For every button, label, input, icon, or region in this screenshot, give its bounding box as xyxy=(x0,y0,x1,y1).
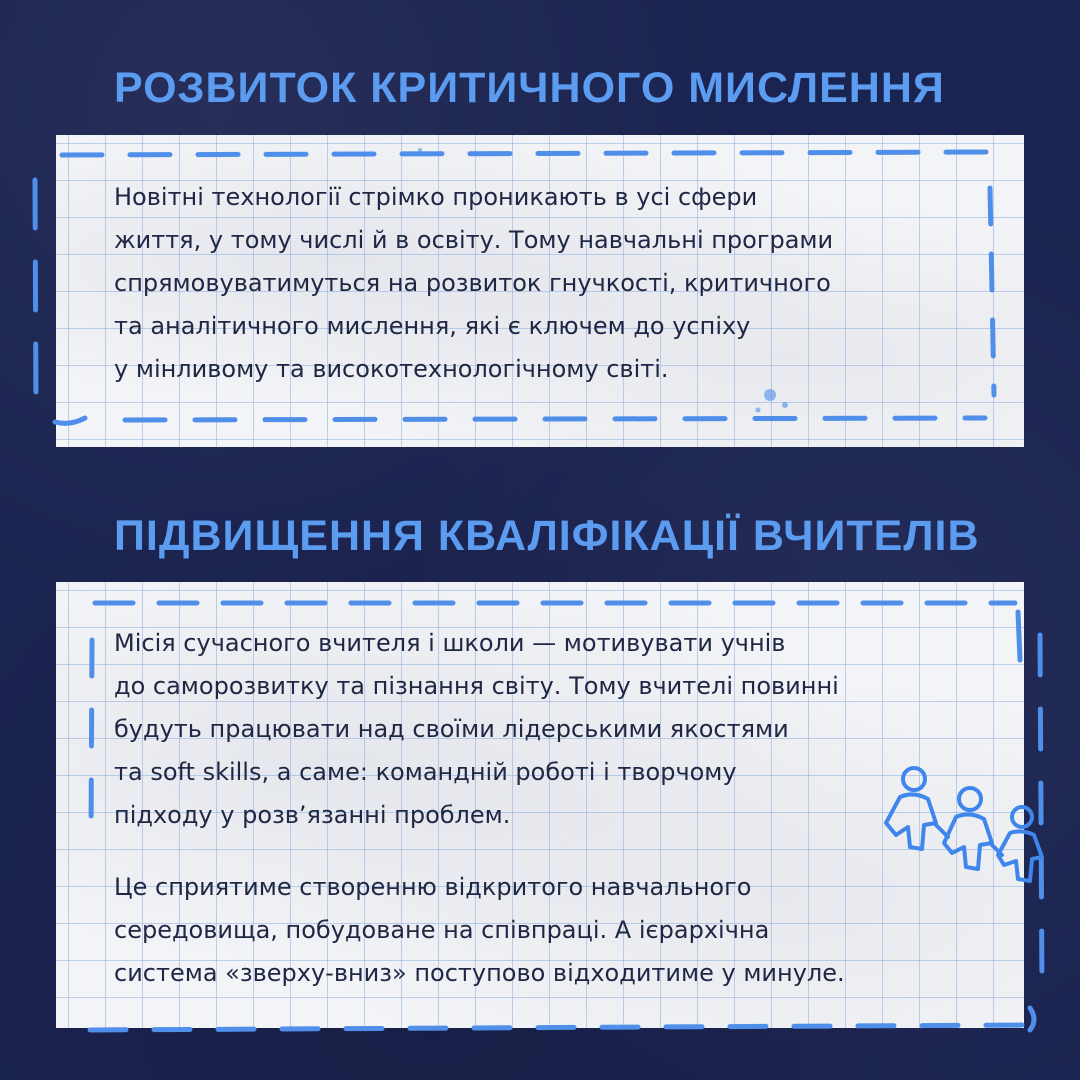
people-holding-hands-icon xyxy=(872,765,1052,885)
section-title-critical-thinking: РОЗВИТОК КРИТИЧНОГО МИСЛЕННЯ xyxy=(114,64,945,112)
section-title-teacher-qualification: ПІДВИЩЕННЯ КВАЛІФІКАЦІЇ ВЧИТЕЛІВ xyxy=(114,512,980,560)
paragraph-critical-thinking: Новітні технології стрімко проникають в усі сфери життя, у тому числі й в освіту. Тому навчальні програми спрямовуватимуться на розвиток гнучкості, критичного та аналітичного мислення, які є ключем до успіху у мінливому та високотехнологічному світі. xyxy=(114,183,834,383)
paragraph-teacher-mission: Місія сучасного вчителя і школи — мотивувати учнів до саморозвитку та пізнання світу. Тому вчителі повинні будуть працювати над своїми лідерськими якостями та soft skills, а саме: командній роботі і творчому підходу у розв’язанні проблем. xyxy=(114,629,839,829)
paragraph-open-environment: Це сприятиме створенню відкритого навчального середовища, побудоване на співпраці. А ієрархічна система «зверху-вниз» поступово відходитиме у минуле. xyxy=(114,873,845,987)
